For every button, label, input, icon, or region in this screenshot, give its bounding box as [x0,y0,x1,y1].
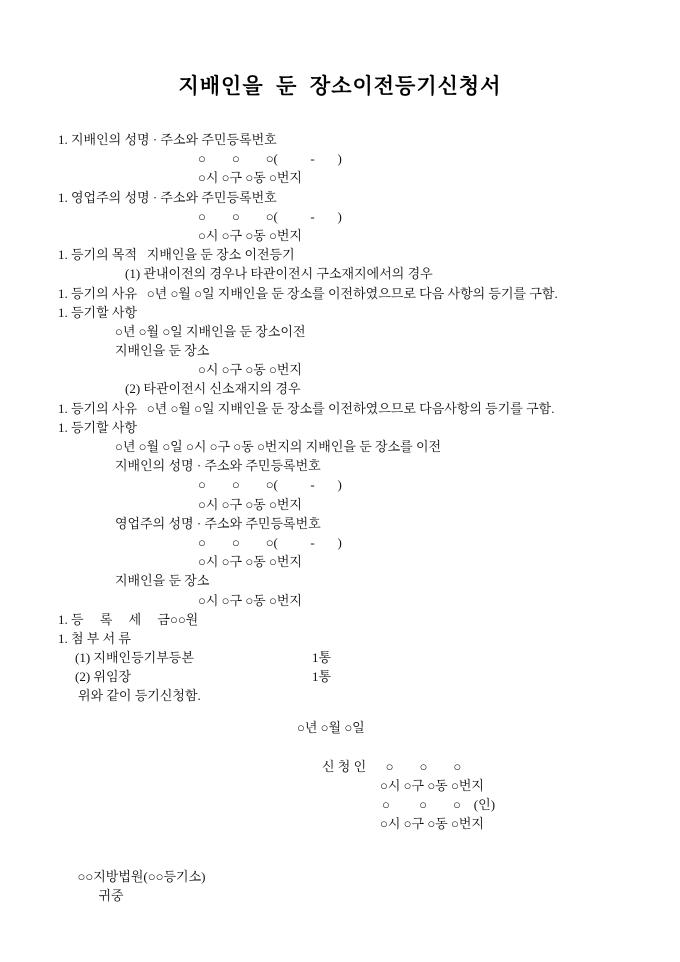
date-line: ○년 ○월 ○일 [297,719,365,735]
document-line: 1. 등기의 사유 ○년 ○월 ○일 지배인을 둔 장소를 이전하였으므로 다음사항의 등기를 구함. [58,400,555,416]
document-line: ○ ○ ○ (인) [382,797,496,813]
document-line: ○시 ○구 ○동 ○번지 [198,362,302,378]
document-line: 영업주의 성명 · 주소와 주민등록번호 [115,515,321,531]
document-line: (1) 관내이전의 경우나 타관이전시 구소재지에서의 경우 [125,266,433,282]
applicant-block [58,757,660,834]
document-line: 1. 등기의 목적 지배인을 둔 장소 이전등기 [58,247,295,263]
document-body [0,130,680,903]
document-line: ○ ○ ○( - ) [198,534,342,550]
document-line: (2) 타관이전시 신소재지의 경우 [125,381,301,397]
document-line: 1. 첨 부 서 류 [58,630,131,646]
document-line: 1. 등 록 세 금○○원 [58,611,199,627]
document-line: 1. 등기할 사항 [58,304,138,320]
numbered-items-section [58,130,660,706]
applicant-label-line: 신 청 인 ○ ○ ○ [322,758,462,774]
document-line: 1. 지배인의 성명 · 주소와 주민등록번호 [58,132,277,147]
document-line: ○시 ○구 ○동 ○번지 [380,816,484,832]
document-line: ○시 ○구 ○동 ○번지 [198,227,302,243]
document-line: ○시 ○구 ○동 ○번지 [198,554,302,570]
document-line: ○시 ○구 ○동 ○번지 [198,496,302,512]
document-line [75,648,660,667]
attachment-label: (2) 위임장 [75,669,132,685]
document-line: 위와 같이 등기신청함. [78,688,201,704]
document-line: 1. 등기할 사항 [58,419,138,435]
document-line: ○ ○ ○( - ) [198,208,342,224]
document-line: ○ ○ ○( - ) [198,151,342,167]
document-line: 1. 영업주의 성명 · 주소와 주민등록번호 [58,189,277,205]
document-line: 1. 등기의 사유 ○년 ○월 ○일 지배인을 둔 장소를 이전하였으므로 다음 사항의 등기를 구함. [58,285,558,301]
document-line: ○시 ○구 ○동 ○번지 [380,778,484,793]
document-title: 지배인을 둔 장소이전등기신청서 [178,74,502,98]
attachment-count: 1통 [312,650,332,666]
document-line: ○년 ○월 ○일 지배인을 둔 장소이전 [115,323,306,339]
document-line: ○년 ○월 ○일 ○시 ○구 ○동 ○번지의 지배인을 둔 장소를 이전 [115,439,442,454]
document-line [75,667,660,686]
document-line: ○ ○ ○( - ) [198,477,342,493]
document-line: ○시 ○구 ○동 ○번지 [198,592,302,608]
attachment-count: 1통 [312,669,332,685]
document-line: 지배인의 성명 · 주소와 주민등록번호 [115,458,321,474]
court-footer [58,848,660,903]
court-name: ○○지방법원(○○등기소) [77,868,206,884]
attachment-label: (1) 지배인등기부등본 [75,650,194,666]
court-footer-suffix: 귀중 [98,887,124,903]
applicant-detail-lines [58,776,660,834]
document-line: 지배인을 둔 장소 [115,343,210,359]
document-line: 지배인을 둔 장소 [115,573,210,589]
document-line: ○시 ○구 ○동 ○번지 [198,170,302,186]
